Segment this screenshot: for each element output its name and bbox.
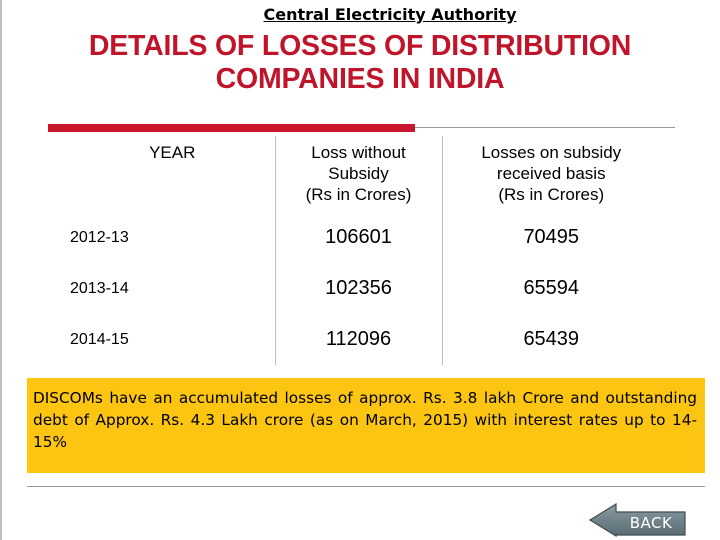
column-header-loss-without-subsidy: Loss without Subsidy (Rs in Crores) — [275, 136, 442, 212]
title-accent-rule — [48, 124, 415, 132]
column-header-loss-subsidy-received: Losses on subsidy received basis (Rs in Crores) — [481, 143, 622, 204]
loss-subsidy-received-cell: 65439 — [523, 328, 580, 350]
year-cell: 2014-15 — [70, 330, 129, 348]
loss-without-subsidy-cell: 112096 — [275, 314, 442, 365]
organization-name: Central Electricity Authority — [263, 5, 517, 24]
table-header-row — [70, 136, 660, 212]
losses-table — [70, 136, 660, 365]
year-cell: 2013-14 — [70, 279, 129, 297]
footer-divider-line — [27, 486, 705, 487]
title-line-1: DETAILS OF LOSSES OF DISTRIBUTION — [88, 30, 632, 62]
title-divider-line — [415, 127, 675, 128]
year-cell: 2012-13 — [70, 228, 129, 246]
back-button[interactable] — [588, 503, 688, 537]
page-title — [0, 30, 720, 96]
loss-without-subsidy-cell: 106601 — [275, 212, 442, 263]
summary-note: DISCOMs have an accumulated losses of approx. Rs. 3.8 lakh Crore and outstanding debt of Approx. Rs. 4.3 Lakh crore (as on March, 2015) with interest rates up to 14-15% — [27, 378, 705, 473]
back-button-label: BACK — [629, 514, 673, 532]
loss-subsidy-received-cell: 70495 — [523, 226, 580, 248]
column-header-year: YEAR — [149, 143, 196, 162]
title-line-2: COMPANIES IN INDIA — [215, 63, 505, 95]
loss-without-subsidy-cell: 102356 — [275, 263, 442, 314]
table-row — [70, 212, 660, 263]
table-row — [70, 263, 660, 314]
table-row — [70, 314, 660, 365]
loss-subsidy-received-cell: 65594 — [523, 277, 580, 299]
